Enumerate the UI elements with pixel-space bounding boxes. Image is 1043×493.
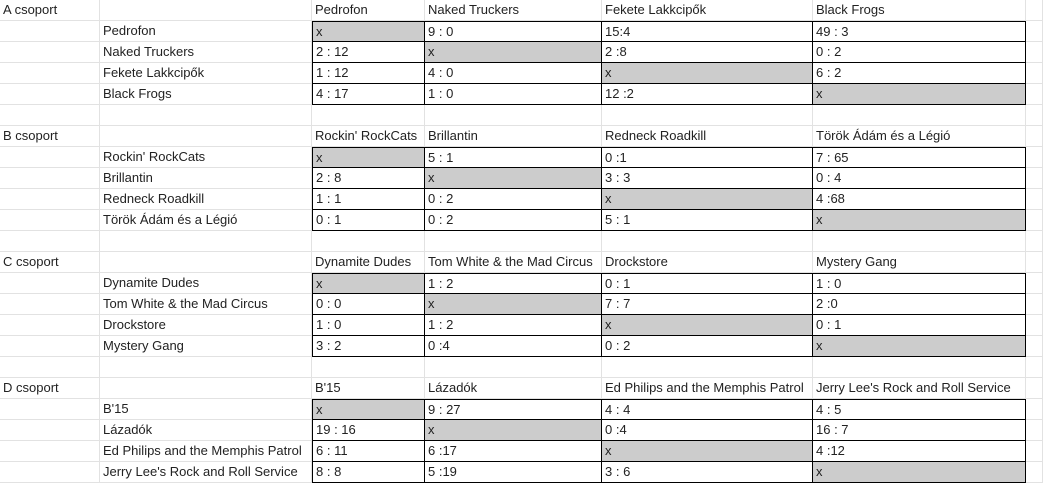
group-header-row xyxy=(0,0,1043,21)
row-team-name[interactable]: Black Frogs xyxy=(100,84,312,105)
column-team-header[interactable]: Ed Philips and the Memphis Patrol xyxy=(602,378,813,399)
empty-cell[interactable] xyxy=(1026,147,1043,168)
empty-cell[interactable] xyxy=(1026,315,1043,336)
score-cell[interactable]: 5 :19 xyxy=(425,462,602,483)
score-cell[interactable]: 5 : 1 xyxy=(425,147,602,168)
score-cell[interactable]: 6 :17 xyxy=(425,441,602,462)
diagonal-cell[interactable]: x xyxy=(813,210,1026,231)
team-row xyxy=(0,63,1043,84)
empty-cell[interactable] xyxy=(602,357,813,378)
empty-cell[interactable] xyxy=(425,357,602,378)
score-cell[interactable]: 1 : 0 xyxy=(425,84,602,105)
empty-cell[interactable] xyxy=(0,84,100,105)
column-team-header[interactable]: Török Ádám és a Légió xyxy=(813,126,1026,147)
row-team-name[interactable]: B'15 xyxy=(100,399,312,420)
empty-cell[interactable] xyxy=(1026,21,1043,42)
diagonal-cell[interactable]: x xyxy=(425,168,602,189)
empty-cell[interactable] xyxy=(1026,168,1043,189)
empty-cell[interactable] xyxy=(1026,42,1043,63)
group-label[interactable]: B csoport xyxy=(0,126,100,147)
empty-cell[interactable] xyxy=(0,420,100,441)
diagonal-cell[interactable]: x xyxy=(602,441,813,462)
diagonal-cell[interactable]: x xyxy=(312,399,425,420)
empty-cell[interactable] xyxy=(1026,189,1043,210)
row-team-name[interactable]: Drockstore xyxy=(100,315,312,336)
empty-cell[interactable] xyxy=(1026,84,1043,105)
empty-cell[interactable] xyxy=(0,63,100,84)
column-team-header[interactable]: Mystery Gang xyxy=(813,252,1026,273)
empty-cell[interactable] xyxy=(602,105,813,126)
empty-cell[interactable] xyxy=(0,42,100,63)
column-team-header[interactable]: B'15 xyxy=(312,378,425,399)
score-cell[interactable]: 0 : 0 xyxy=(312,294,425,315)
empty-cell[interactable] xyxy=(100,357,312,378)
team-row xyxy=(0,399,1043,420)
empty-cell[interactable] xyxy=(312,231,425,252)
empty-cell[interactable] xyxy=(0,315,100,336)
score-cell[interactable]: 5 : 1 xyxy=(602,210,813,231)
diagonal-cell[interactable]: x xyxy=(813,336,1026,357)
empty-cell[interactable] xyxy=(1026,420,1043,441)
column-team-header[interactable]: Rockin' RockCats xyxy=(312,126,425,147)
score-cell[interactable]: 0 :4 xyxy=(602,420,813,441)
empty-cell[interactable] xyxy=(425,231,602,252)
score-cell[interactable]: 1 : 0 xyxy=(312,315,425,336)
empty-cell[interactable] xyxy=(100,252,312,273)
empty-cell[interactable] xyxy=(0,399,100,420)
empty-cell[interactable] xyxy=(0,231,100,252)
column-team-header[interactable]: Tom White & the Mad Circus xyxy=(425,252,602,273)
empty-cell[interactable] xyxy=(0,336,100,357)
group-label[interactable]: A csoport xyxy=(0,0,100,21)
score-cell[interactable]: 2 : 8 xyxy=(312,168,425,189)
empty-cell[interactable] xyxy=(312,105,425,126)
team-row xyxy=(0,294,1043,315)
score-cell[interactable]: 3 : 2 xyxy=(312,336,425,357)
column-team-header[interactable]: Black Frogs xyxy=(813,0,1026,21)
score-cell[interactable]: 8 : 8 xyxy=(312,462,425,483)
score-cell[interactable]: 1 : 2 xyxy=(425,273,602,294)
score-cell[interactable]: 4 : 5 xyxy=(813,399,1026,420)
team-row xyxy=(0,21,1043,42)
row-team-name[interactable]: Mystery Gang xyxy=(100,336,312,357)
score-cell[interactable]: 15:4 xyxy=(602,21,813,42)
score-cell[interactable]: 2 :0 xyxy=(813,294,1026,315)
team-row xyxy=(0,441,1043,462)
empty-cell[interactable] xyxy=(0,21,100,42)
score-cell[interactable]: 0 : 4 xyxy=(813,168,1026,189)
score-cell[interactable]: 1 : 1 xyxy=(312,189,425,210)
empty-cell[interactable] xyxy=(1026,399,1043,420)
group-label[interactable]: C csoport xyxy=(0,252,100,273)
score-cell[interactable]: 4 : 17 xyxy=(312,84,425,105)
diagonal-cell[interactable]: x xyxy=(312,147,425,168)
empty-cell[interactable] xyxy=(1026,462,1043,483)
empty-cell[interactable] xyxy=(0,189,100,210)
score-cell[interactable]: 1 : 12 xyxy=(312,63,425,84)
diagonal-cell[interactable]: x xyxy=(425,294,602,315)
score-cell[interactable]: 0 : 1 xyxy=(312,210,425,231)
score-cell[interactable]: 7 : 7 xyxy=(602,294,813,315)
score-cell[interactable]: 9 : 27 xyxy=(425,399,602,420)
diagonal-cell[interactable]: x xyxy=(813,84,1026,105)
score-cell[interactable]: 2 : 12 xyxy=(312,42,425,63)
score-cell[interactable]: 3 : 6 xyxy=(602,462,813,483)
empty-cell[interactable] xyxy=(1026,210,1043,231)
row-team-name[interactable]: Brillantin xyxy=(100,168,312,189)
score-cell[interactable]: 6 : 11 xyxy=(312,441,425,462)
score-cell[interactable]: 2 :8 xyxy=(602,42,813,63)
score-cell[interactable]: 4 :12 xyxy=(813,441,1026,462)
team-row xyxy=(0,336,1043,357)
score-cell[interactable]: 4 : 0 xyxy=(425,63,602,84)
empty-cell[interactable] xyxy=(100,378,312,399)
column-team-header[interactable]: Jerry Lee's Rock and Roll Service xyxy=(813,378,1026,399)
team-row xyxy=(0,147,1043,168)
team-row xyxy=(0,168,1043,189)
empty-cell[interactable] xyxy=(0,210,100,231)
score-cell[interactable]: 0 : 2 xyxy=(813,42,1026,63)
empty-cell[interactable] xyxy=(0,273,100,294)
empty-cell[interactable] xyxy=(813,231,1026,252)
diagonal-cell[interactable]: x xyxy=(602,315,813,336)
empty-cell[interactable] xyxy=(1026,273,1043,294)
score-cell[interactable]: 1 : 0 xyxy=(813,273,1026,294)
score-cell[interactable]: 4 :68 xyxy=(813,189,1026,210)
group-header-row xyxy=(0,378,1043,399)
team-row xyxy=(0,84,1043,105)
score-cell[interactable]: 12 :2 xyxy=(602,84,813,105)
score-cell[interactable]: 0 : 1 xyxy=(602,273,813,294)
row-team-name[interactable]: Redneck Roadkill xyxy=(100,189,312,210)
empty-cell[interactable] xyxy=(0,462,100,483)
row-team-name[interactable]: Naked Truckers xyxy=(100,42,312,63)
diagonal-cell[interactable]: x xyxy=(813,462,1026,483)
score-cell[interactable]: 6 : 2 xyxy=(813,63,1026,84)
team-row xyxy=(0,273,1043,294)
empty-cell[interactable] xyxy=(1026,336,1043,357)
empty-cell[interactable] xyxy=(1026,0,1043,21)
empty-cell[interactable] xyxy=(100,126,312,147)
empty-cell[interactable] xyxy=(602,231,813,252)
score-cell[interactable]: 49 : 3 xyxy=(813,21,1026,42)
score-cell[interactable]: 19 : 16 xyxy=(312,420,425,441)
score-cell[interactable]: 0 : 1 xyxy=(813,315,1026,336)
empty-cell[interactable] xyxy=(813,105,1026,126)
empty-cell[interactable] xyxy=(1026,378,1043,399)
group-header-row xyxy=(0,252,1043,273)
column-team-header[interactable]: Redneck Roadkill xyxy=(602,126,813,147)
team-row xyxy=(0,42,1043,63)
score-cell[interactable]: 1 : 2 xyxy=(425,315,602,336)
empty-cell[interactable] xyxy=(425,105,602,126)
empty-cell[interactable] xyxy=(0,147,100,168)
blank-row xyxy=(0,105,1043,126)
empty-cell[interactable] xyxy=(1026,441,1043,462)
row-team-name[interactable]: Lázadók xyxy=(100,420,312,441)
row-team-name[interactable]: Rockin' RockCats xyxy=(100,147,312,168)
score-cell[interactable]: 0 :4 xyxy=(425,336,602,357)
column-team-header[interactable]: Brillantin xyxy=(425,126,602,147)
blank-row xyxy=(0,357,1043,378)
score-cell[interactable]: 3 : 3 xyxy=(602,168,813,189)
empty-cell[interactable] xyxy=(100,231,312,252)
empty-cell[interactable] xyxy=(1026,126,1043,147)
score-cell[interactable]: 7 : 65 xyxy=(813,147,1026,168)
diagonal-cell[interactable]: x xyxy=(602,63,813,84)
blank-row xyxy=(0,231,1043,252)
empty-cell[interactable] xyxy=(1026,357,1043,378)
score-cell[interactable]: 0 : 2 xyxy=(425,210,602,231)
empty-cell[interactable] xyxy=(1026,63,1043,84)
group-header-row xyxy=(0,126,1043,147)
team-row xyxy=(0,315,1043,336)
empty-cell[interactable] xyxy=(1026,252,1043,273)
group-label[interactable]: D csoport xyxy=(0,378,100,399)
row-team-name[interactable]: Ed Philips and the Memphis Patrol xyxy=(100,441,312,462)
diagonal-cell[interactable]: x xyxy=(312,21,425,42)
empty-cell[interactable] xyxy=(0,168,100,189)
team-row xyxy=(0,420,1043,441)
empty-cell[interactable] xyxy=(0,105,100,126)
team-row xyxy=(0,189,1043,210)
diagonal-cell[interactable]: x xyxy=(602,189,813,210)
score-cell[interactable]: 0 :1 xyxy=(602,147,813,168)
empty-cell[interactable] xyxy=(0,294,100,315)
row-team-name[interactable]: Pedrofon xyxy=(100,21,312,42)
team-row xyxy=(0,462,1043,483)
row-team-name[interactable]: Dynamite Dudes xyxy=(100,273,312,294)
row-team-name[interactable]: Jerry Lee's Rock and Roll Service xyxy=(100,462,312,483)
diagonal-cell[interactable]: x xyxy=(425,420,602,441)
empty-cell[interactable] xyxy=(0,441,100,462)
team-row xyxy=(0,210,1043,231)
row-team-name[interactable]: Tom White & the Mad Circus xyxy=(100,294,312,315)
column-team-header[interactable]: Lázadók xyxy=(425,378,602,399)
diagonal-cell[interactable]: x xyxy=(425,42,602,63)
empty-cell[interactable] xyxy=(813,357,1026,378)
score-cell[interactable]: 4 : 4 xyxy=(602,399,813,420)
column-team-header[interactable]: Dynamite Dudes xyxy=(312,252,425,273)
diagonal-cell[interactable]: x xyxy=(312,273,425,294)
row-team-name[interactable]: Fekete Lakkcipők xyxy=(100,63,312,84)
score-cell[interactable]: 9 : 0 xyxy=(425,21,602,42)
empty-cell[interactable] xyxy=(1026,294,1043,315)
row-team-name[interactable]: Török Ádám és a Légió xyxy=(100,210,312,231)
empty-cell[interactable] xyxy=(312,357,425,378)
column-team-header[interactable]: Fekete Lakkcipők xyxy=(602,0,813,21)
score-cell[interactable]: 0 : 2 xyxy=(602,336,813,357)
empty-cell[interactable] xyxy=(0,357,100,378)
column-team-header[interactable]: Naked Truckers xyxy=(425,0,602,21)
empty-cell[interactable] xyxy=(100,0,312,21)
column-team-header[interactable]: Drockstore xyxy=(602,252,813,273)
column-team-header[interactable]: Pedrofon xyxy=(312,0,425,21)
empty-cell[interactable] xyxy=(1026,231,1043,252)
empty-cell[interactable] xyxy=(100,105,312,126)
score-cell[interactable]: 16 : 7 xyxy=(813,420,1026,441)
empty-cell[interactable] xyxy=(1026,105,1043,126)
score-cell[interactable]: 0 : 2 xyxy=(425,189,602,210)
